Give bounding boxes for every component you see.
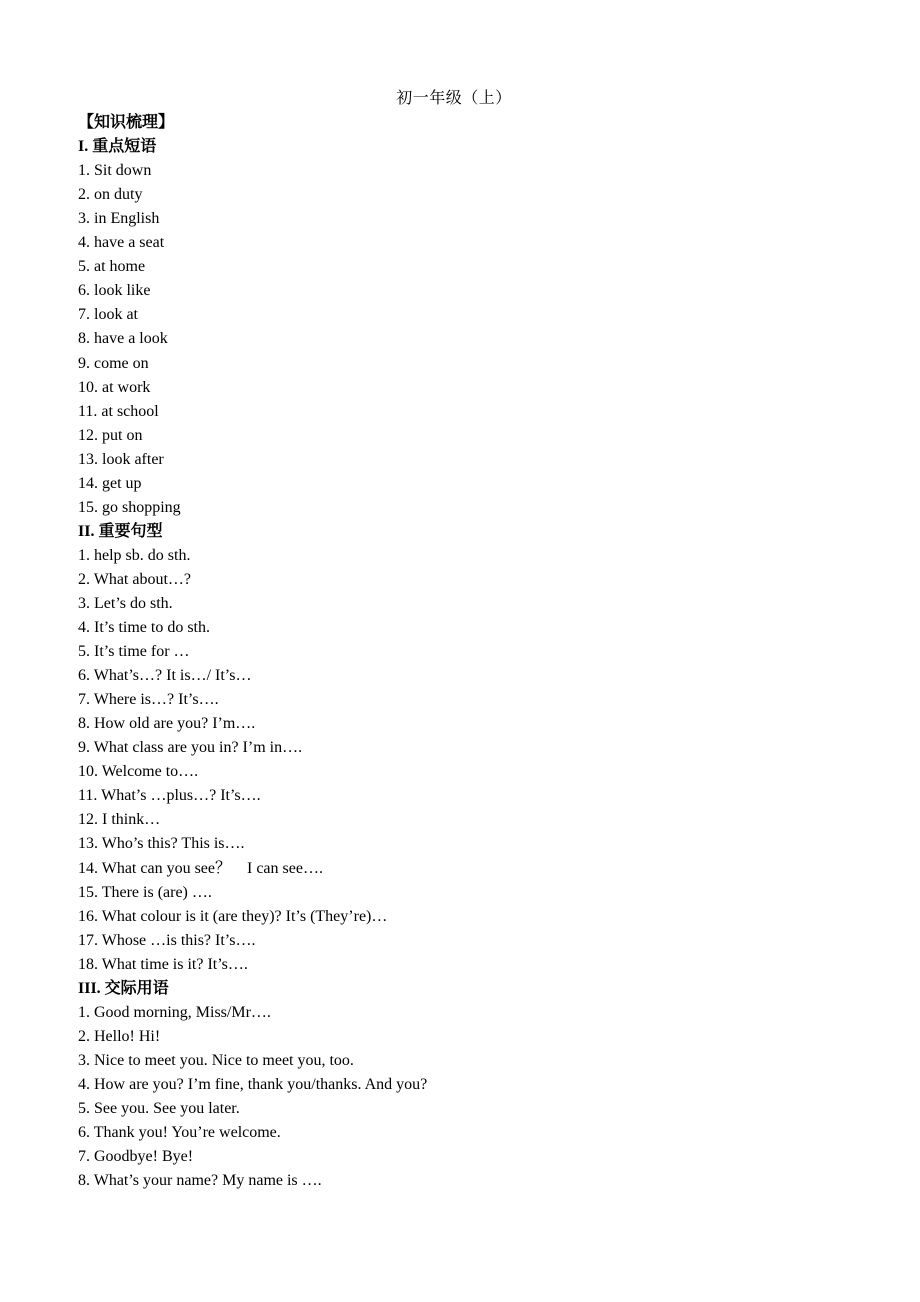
list-item: 3. in English: [78, 210, 160, 228]
list-item: 5. It’s time for …: [78, 643, 190, 661]
list-item: 6. look like: [78, 282, 151, 300]
list-item: 15. go shopping: [78, 498, 181, 516]
list-item: 2. on duty: [78, 186, 143, 204]
list-item: 3. Nice to meet you. Nice to meet you, too.: [78, 1051, 354, 1069]
list-item: 7. Where is…? It’s….: [78, 691, 219, 709]
list-item: 13. Who’s this? This is….: [78, 835, 245, 853]
list-item: 17. Whose …is this? It’s….: [78, 931, 256, 949]
list-item: 12. I think…: [78, 811, 161, 829]
list-item: 11. at school: [78, 402, 159, 420]
document-title: 初一年级（上）: [396, 90, 512, 107]
list-item: 6. What’s…? It is…/ It’s…: [78, 667, 252, 685]
section-3-heading: III. 交际用语: [78, 979, 169, 997]
list-item: 14. get up: [78, 474, 142, 492]
list-item: 7. look at: [78, 306, 138, 324]
list-item: 5. See you. See you later.: [78, 1099, 240, 1117]
list-item: 6. Thank you! You’re welcome.: [78, 1124, 281, 1142]
list-item: 8. have a look: [78, 330, 168, 348]
list-item: 2. Hello! Hi!: [78, 1027, 161, 1045]
section-2-heading: II. 重要句型: [78, 522, 163, 540]
list-item: 2. What about…?: [78, 570, 192, 588]
list-item: 4. How are you? I’m fine, thank you/thanks. And you?: [78, 1075, 428, 1093]
list-item: 18. What time is it? It’s….: [78, 955, 248, 973]
list-item: 10. Welcome to….: [78, 763, 199, 781]
list-item: 5. at home: [78, 258, 146, 276]
list-item: 16. What colour is it (are they)? It’s (They’re)…: [78, 907, 388, 925]
list-item: 10. at work: [78, 378, 151, 396]
list-item: 9. come on: [78, 354, 149, 372]
document-content: [78, 87, 850, 1193]
section-1-heading: I. 重点短语: [78, 138, 157, 156]
list-item: 3. Let’s do sth.: [78, 594, 173, 612]
list-item: 13. look after: [78, 450, 164, 468]
knowledge-review-heading: 【知识梳理】: [78, 114, 175, 132]
list-item: 8. How old are you? I’m….: [78, 715, 256, 733]
list-item: 1. Sit down: [78, 162, 152, 180]
list-item: 15. There is (are) ….: [78, 883, 212, 901]
list-item: 12. put on: [78, 426, 143, 444]
list-item: 4. have a seat: [78, 234, 165, 252]
list-item: 1. Good morning, Miss/Mr….: [78, 1003, 271, 1021]
list-item: 11. What’s …plus…? It’s….: [78, 787, 261, 805]
list-item: 9. What class are you in? I’m in….: [78, 739, 303, 757]
list-item: 1. help sb. do sth.: [78, 546, 191, 564]
list-item: 4. It’s time to do sth.: [78, 619, 210, 637]
list-item: 14. What can you see？ I can see….: [78, 859, 323, 877]
list-item: 7. Goodbye! Bye!: [78, 1148, 194, 1166]
list-item: 8. What’s your name? My name is ….: [78, 1172, 322, 1190]
